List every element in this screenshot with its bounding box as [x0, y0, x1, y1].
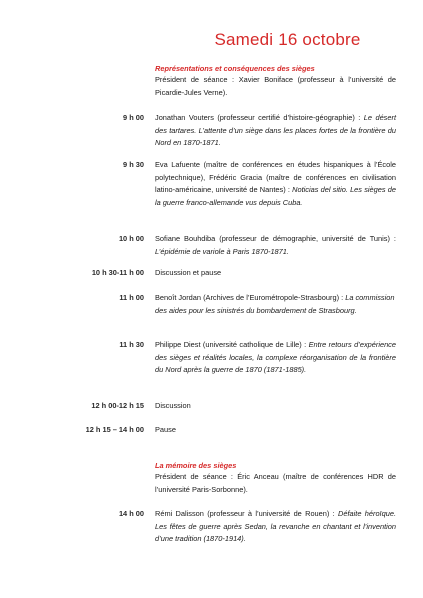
- entry-time: 14 h 00: [118, 509, 144, 518]
- entry-text: [155, 424, 396, 437]
- entry-text: [155, 159, 396, 209]
- entry-time: 11 h 00: [119, 293, 144, 302]
- entry-time: 9 h 30: [123, 160, 144, 169]
- entry-text: [155, 233, 396, 258]
- entry-speaker: Pause: [155, 425, 176, 434]
- section-chair: Président de séance : Éric Anceau (maître de conférences HDR de l’université Paris-Sorbonne).: [155, 472, 396, 494]
- entry-speaker: Jonathan Vouters (professeur certifié d’histoire-géographie) :: [155, 113, 364, 122]
- entry-speaker: Philippe Diest (université catholique de Lille) :: [155, 340, 309, 349]
- entry-speaker: Discussion et pause: [155, 268, 222, 277]
- entry-talk-title: Le désert des tartares. L’attente d’un siège dans les places fortes de la frontière du Nord en 1870-1871.: [155, 113, 396, 148]
- entry-talk-title: La commission des aides pour les sinistrés du bombardement de Strasbourg.: [155, 293, 395, 315]
- entry-speaker: Discussion: [155, 401, 191, 410]
- entry-text: [155, 508, 396, 546]
- section-title-memoire: La mémoire des sièges: [155, 461, 237, 470]
- entry-time: 10 h 30-11 h 00: [91, 268, 144, 277]
- entry-speaker: Benoît Jordan (Archives de l’Eurométropole-Strasbourg) :: [155, 293, 346, 302]
- entry-text: [155, 292, 396, 317]
- entry-text: [155, 400, 396, 413]
- entry-text: [155, 267, 396, 280]
- section-title-representations: Représentations et conséquences des sièges: [155, 64, 315, 73]
- entry-time: 11 h 30: [119, 340, 144, 349]
- entry-talk-title: Noticias del sitio. Les sièges de la guerre franco-allemande vus depuis Cuba.: [155, 185, 396, 207]
- entry-text: [155, 339, 396, 377]
- entry-speaker: Rémi Dalisson (professeur à l’université de Rouen) :: [155, 509, 339, 518]
- entry-time: 10 h 00: [118, 234, 144, 243]
- entry-talk-title: Entre retours d’expérience des sièges et réalités locales, la complexe réorganisation de la frontière du Nord après la guerre de 1870 (1871-1885).: [155, 340, 396, 375]
- entry-talk-title: L’épidémie de variole à Paris 1870-1871.: [155, 246, 289, 256]
- entry-time: 12 h 00-12 h 15: [91, 401, 144, 410]
- entry-talk-title: Défaite héroïque. Les fêtes de guerre après Sedan, la revanche en chantant et l’invention d’une tradition (1870-1914).: [155, 509, 396, 544]
- entry-time: 12 h 15 – 14 h 00: [85, 425, 144, 434]
- entry-time: 9 h 00: [123, 113, 144, 122]
- section-chair: Président de séance : Xavier Boniface (professeur à l’université de Picardie-Jules Verne).: [155, 75, 396, 97]
- page-title: Samedi 16 octobre: [214, 30, 361, 49]
- entry-speaker: Sofiane Bouhdiba (professeur de démographie, université de Tunis) :: [155, 234, 396, 243]
- entry-speaker: Eva Lafuente (maître de conférences en études hispaniques à l’École polytechnique), Frédéric Gracia (maître de conférences en civilisation latino-américaine, université de Nantes) :: [155, 160, 396, 195]
- entry-text: [155, 112, 396, 150]
